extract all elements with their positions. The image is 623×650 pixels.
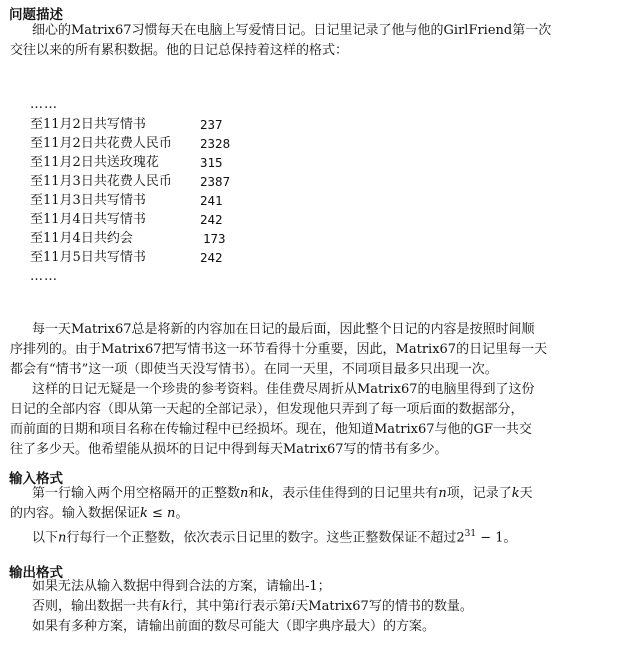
story-line-3: 而前面的日期和项目名称在传输过程中已经损坏。现在，他知道Matrix67与他的GF一共交 — [10, 422, 532, 437]
log-row-value: 2328 — [200, 136, 231, 151]
output-line-3: 如果有多种方案，请输出前面的数尽可能大（即字典序最大）的方案。 — [32, 619, 436, 634]
input-text: 项，记录了 — [446, 486, 512, 501]
input-text: 的内容。输入数据保证 — [10, 506, 141, 521]
math-exponent: 31 — [464, 529, 477, 539]
rules-line-3: 都会有“情书”这一项（即使当天没写情书）。在同一天里，不同项目最多只出现一次。 — [10, 362, 498, 377]
output-text: 行表示第 — [239, 599, 292, 614]
math-var: n — [240, 486, 249, 501]
output-line-1: 如果无法从输入数据中得到合法的方案，请输出-1； — [32, 579, 331, 594]
math-var: k — [162, 599, 170, 614]
rules-paragraph — [10, 320, 610, 380]
log-row — [30, 191, 290, 210]
story-line-2: 日记的全部内容（即从第一天起的全部记录），但发现他只弄到了每一项后面的数据部分， — [10, 402, 524, 417]
output-text: 天Matrix67写的情书的数量。 — [295, 599, 473, 614]
log-row — [30, 210, 290, 229]
log-row — [30, 229, 290, 248]
math-var: k — [261, 486, 270, 501]
input-heading: 输入格式 — [9, 471, 63, 487]
diary-log — [30, 95, 290, 287]
log-row-value: 2387 — [200, 174, 231, 189]
log-row-value: 315 — [200, 155, 223, 170]
intro-line-1: 细心的Matrix67习惯每天在电脑上写爱情日记。日记里记录了他与他的GirlFriend第一次 — [32, 23, 552, 38]
output-text: 行，其中第 — [169, 599, 235, 614]
rules-line-2: 序排列的。由于Matrix67把写情书这一环节看得十分重要，因此，Matrix67的日记里每一天 — [10, 342, 548, 357]
log-row-text: 至11月2日共送玫瑰花 — [30, 155, 159, 170]
story-line-4: 往了多少天。他希望能从损坏的日记中得到每天Matrix67写的情书有多少。 — [10, 442, 448, 457]
story-paragraph — [10, 380, 610, 460]
log-row — [30, 248, 290, 267]
story-line-1: 这样的日记无疑是一个珍贵的参考资料。佳佳费尽周折从Matrix67的电脑里得到了这份 — [32, 382, 535, 397]
problem-heading: 问题描述 — [9, 7, 63, 23]
log-row — [30, 153, 290, 172]
math-var: n — [58, 530, 67, 546]
math-var: k — [511, 486, 520, 501]
log-row — [30, 115, 290, 134]
log-row-text: 至11月4日共约会 — [30, 231, 133, 246]
log-row-text: 至11月3日共花费人民币 — [30, 174, 172, 189]
input-line-1 — [10, 484, 610, 504]
math-var: i — [234, 599, 240, 614]
math-expression: k ≤ n — [140, 506, 176, 521]
input-line-2 — [10, 504, 610, 524]
output-line-2 — [10, 597, 610, 617]
output-paragraph — [10, 577, 610, 637]
log-row-value: 242 — [200, 212, 223, 227]
input-text: ，表示佳佳得到的日记里共有 — [269, 486, 439, 501]
input-text: 。 — [175, 506, 189, 521]
log-ellipsis-bottom: …… — [30, 269, 58, 284]
input-text: 天 — [519, 486, 533, 501]
math-var: n — [438, 486, 447, 501]
math-var: i — [291, 599, 296, 614]
log-row — [30, 172, 290, 191]
log-row-text: 至11月2日共写情书 — [30, 117, 146, 132]
log-row-value: 237 — [200, 117, 223, 132]
intro-paragraph — [10, 21, 610, 61]
log-row — [30, 134, 290, 153]
log-row-value: 173 — [203, 231, 226, 246]
input-text: 第一行输入两个用空格隔开的正整数 — [32, 486, 241, 501]
input-text: 行每行一个正整数，依次表示日记里的数字。这些正整数保证不超过2 — [66, 530, 465, 546]
intro-line-2: 交往以来的所有累积数据。他的日记总保持着这样的格式： — [10, 43, 349, 58]
input-paragraph — [10, 484, 610, 548]
input-text: − 1。 — [476, 530, 517, 546]
rules-line-1: 每一天Matrix67总是将新的内容加在日记的最后面，因此整个日记的内容是按照时间顺 — [32, 322, 535, 337]
output-heading: 输出格式 — [9, 565, 63, 581]
input-line-3 — [10, 524, 610, 548]
input-text: 以下 — [32, 530, 59, 546]
input-text: 和 — [248, 486, 262, 501]
log-row-value: 241 — [200, 193, 223, 208]
output-text: 否则，输出数据一共有 — [32, 599, 163, 614]
log-row-text: 至11月2日共花费人民币 — [30, 136, 172, 151]
log-row-text: 至11月3日共写情书 — [30, 193, 146, 208]
log-ellipsis-top: …… — [30, 97, 58, 112]
log-row-text: 至11月5日共写情书 — [30, 250, 146, 265]
log-row-value: 242 — [200, 250, 223, 265]
log-row-text: 至11月4日共写情书 — [30, 212, 146, 227]
